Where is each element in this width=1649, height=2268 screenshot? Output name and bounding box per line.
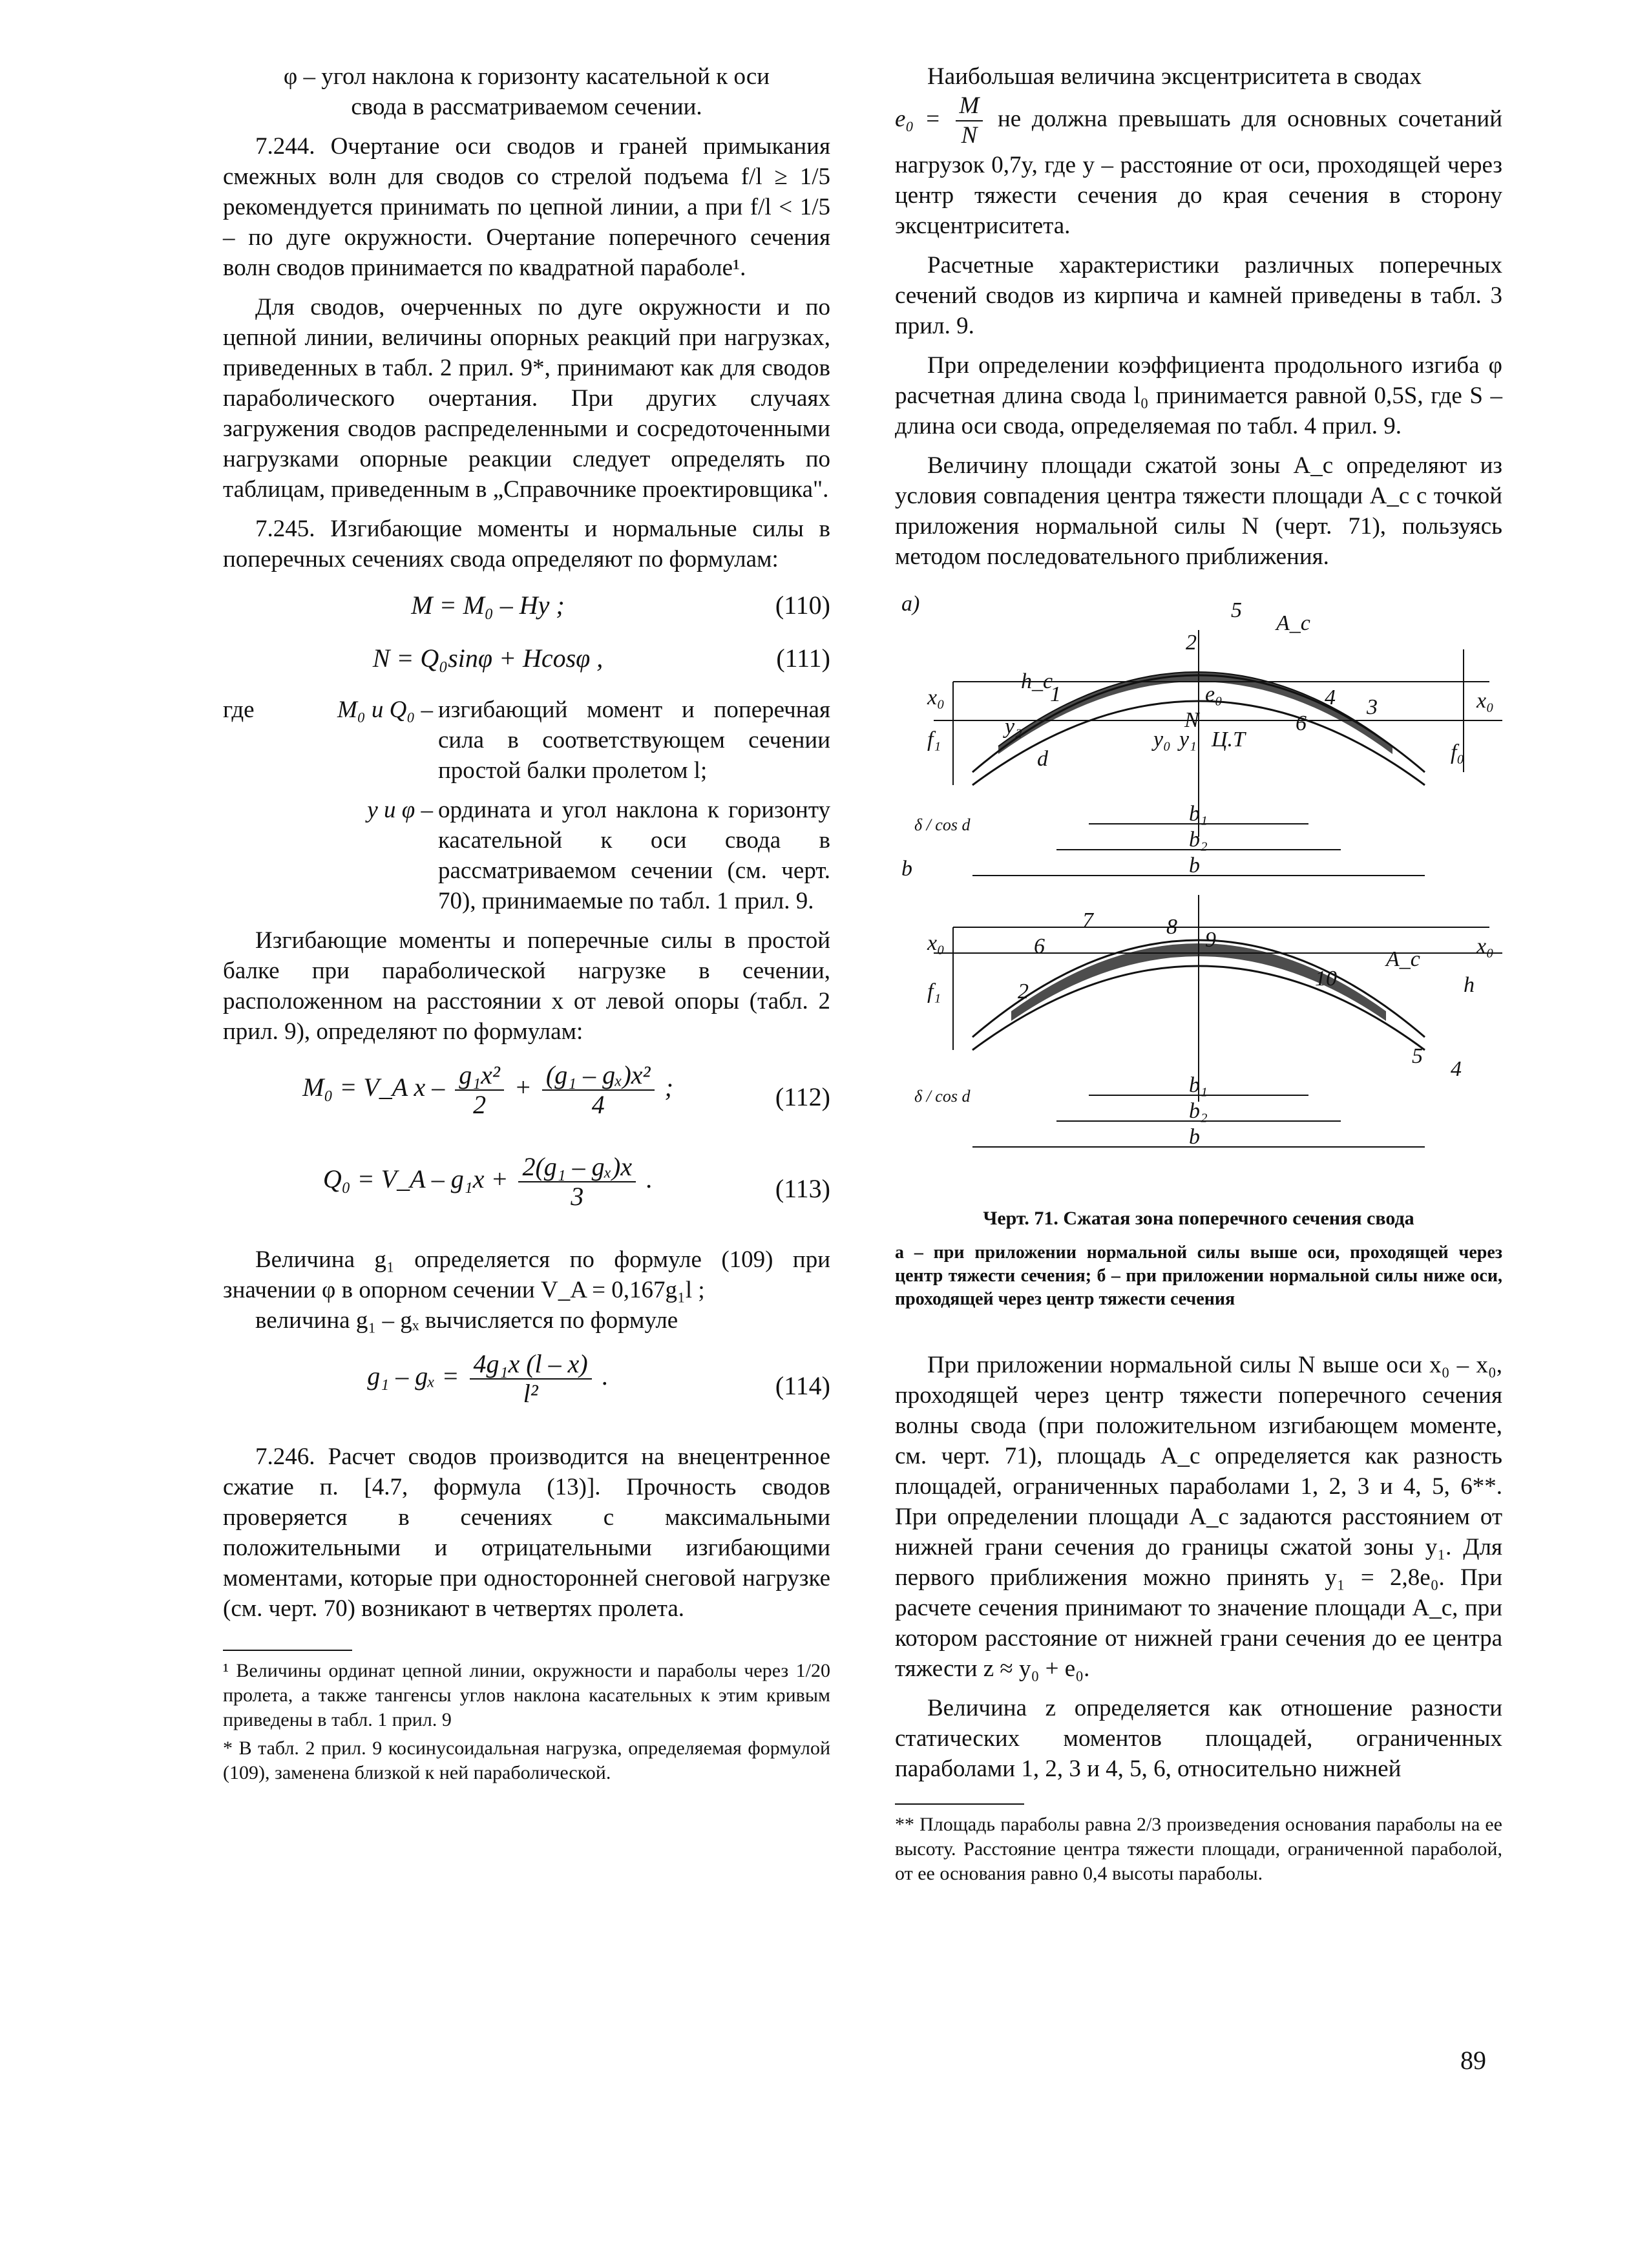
svg-text:e₀: e₀ bbox=[1205, 682, 1223, 706]
page-number: 89 bbox=[1460, 2046, 1486, 2075]
svg-text:y₂: y₂ bbox=[1005, 715, 1022, 739]
svg-text:2: 2 bbox=[1018, 980, 1029, 1003]
svg-text:A_c: A_c bbox=[1276, 611, 1310, 635]
svg-text:f₁: f₁ bbox=[927, 728, 941, 751]
svg-text:7: 7 bbox=[1082, 908, 1093, 932]
paragraph-7-244-cont: Для сводов, очерченных по дуге окружности и по цепной линии, величины опорных реакций при нагрузках, приведенных в табл. 2 прил. 9*, принимают как для сводов параболического очертания. При других случаях загружения сводов распределенными и сосредоточенными нагрузками опорные реакции следует определять по таблицам, приведенным в „Справочнике проектировщика". bbox=[223, 294, 830, 503]
paragraph-coefficient: При определении коэффициента продольного изгиба φ расчетная длина свода l₀ принимается равной 0,5S, где S – длина оси свода, определяемая по табл. 4 прил. 9. bbox=[895, 352, 1502, 439]
svg-text:f₁: f₁ bbox=[927, 980, 941, 1003]
svg-text:5: 5 bbox=[1231, 598, 1242, 622]
paragraph-z: Величина z определяется как отношение разности статических моментов площадей, ограниченных параболами 1, 2, 3 и 4, 5, 6, относительно нижней bbox=[895, 1695, 1502, 1782]
paragraph-eccentricity: Наибольшая величина эксцентриситета в сводах bbox=[927, 63, 1422, 90]
svg-text:6: 6 bbox=[1034, 934, 1045, 958]
intro-definition: φ – угол наклона к горизонту касательной к оси свода в рассматриваемом сечении. bbox=[283, 63, 770, 120]
paragraph-normal-force: При приложении нормальной силы N выше оси x₀ – x₀, проходящей через центр тяжести поперечного сечения волны свода (при положительном изгибающем моменте, см. черт. 71), площадь A_c определяется как разность площадей, ограниченных параболами 1, 2, 3 и 4, 5, 6**. При определении площади A_c задаются расстоянием от нижней грани сечения до границы сжатой зоны y₁. Для первого приближения можно принять y₁ = 2,8e₀. При расчете сечения принимают то значение площади A_c, при котором расстояние от нижней грани сечения до ее центра тяжести z ≈ y₀ + e₀. bbox=[895, 1352, 1502, 1682]
formula-112: M₀ = V_A x – $\frac{\text{g₁x²}}{2}$ + $\frac{\text{(g₁ – gₓ)x²}}{4}$ ; (112) bbox=[302, 1060, 830, 1119]
vault-section-diagram bbox=[895, 591, 1502, 1199]
svg-text:b₂: b₂ bbox=[1189, 1099, 1208, 1123]
footnote-2: * В табл. 2 прил. 9 косинусоидальная нагрузка, определяемая формулой (109), заменена близкой к ней параболической. bbox=[223, 1738, 830, 1783]
svg-text:8: 8 bbox=[1166, 915, 1177, 939]
formula-113: Q₀ = V_A – g₁x + $\frac{\text{2(g₁ – gₓ)x}}{3}$ . (113) bbox=[322, 1152, 830, 1211]
svg-text:3: 3 bbox=[1367, 695, 1378, 719]
svg-text:4: 4 bbox=[1451, 1057, 1462, 1081]
svg-text:Ц.Т: Ц.Т bbox=[1212, 728, 1245, 751]
svg-text:1: 1 bbox=[1050, 682, 1061, 706]
footnote-1: ¹ Величины ординат цепной линии, окружности и параболы через 1/20 пролета, а также тангенсы углов наклона касательных к этим кривым приведены в табл. 1 прил. 9 bbox=[223, 1660, 830, 1730]
paragraph-7-245: 7.245. Изгибающие моменты и нормальные силы в поперечных сечениях свода определяют по формулам: bbox=[223, 516, 830, 572]
formula-111: N = Q₀sinφ + Hcosφ , (111) bbox=[372, 644, 830, 673]
paragraph-bending: Изгибающие моменты и поперечные силы в простой балке при параболической нагрузке в сечении, расположенном на расстоянии x от левой опоры (табл. 2 прил. 9), определяют по формулам: bbox=[223, 927, 830, 1045]
svg-text:5: 5 bbox=[1412, 1044, 1423, 1068]
footnote-rule bbox=[223, 1650, 352, 1651]
paragraph-7-244: 7.244. Очертание оси сводов и граней примыкания смежных волн для сводов со стрелой подъема f/l ≥ 1/5 рекомендуется принимать по цепной линии, а при f/l < 1/5 – по дуге окружности. Очертание поперечного сечения волн сводов принимается по квадратной параболе¹. bbox=[223, 133, 830, 281]
paragraph-characteristics: Расчетные характеристики различных поперечных сечений сводов из кирпича и камней приведены в табл. 3 прил. 9. bbox=[895, 252, 1502, 339]
svg-text:b₂: b₂ bbox=[1189, 828, 1208, 852]
paragraph-eccentricity-formula: e₀ = $\frac{M}{N}$ не должна превышать для основных сочетаний нагрузок 0,7y, где y – расстояние от оси, проходящей через центр тяжести сечения до края сечения в сторону эксцентриситета. bbox=[895, 92, 1503, 239]
svg-text:N: N bbox=[1184, 708, 1199, 732]
svg-text:δ / cos d: δ / cos d bbox=[914, 815, 971, 834]
svg-text:δ / cos d: δ / cos d bbox=[914, 1087, 971, 1106]
svg-text:b₁: b₁ bbox=[1189, 802, 1208, 826]
right-column bbox=[895, 61, 1502, 1890]
svg-text:x₀: x₀ bbox=[1476, 934, 1494, 958]
formula-110: M = M₀ – Hy ; (110) bbox=[411, 591, 830, 620]
figure-71-caption: а – при приложении нормальной силы выше оси, проходящей через центр тяжести сечения; б – при приложении нормальной силы ниже оси, проходящей через центр тяжести сечения bbox=[895, 1243, 1502, 1309]
svg-text:x₀: x₀ bbox=[927, 686, 945, 709]
svg-text:y₁: y₁ bbox=[1179, 728, 1197, 751]
figure-71-diagram bbox=[895, 591, 1502, 1199]
svg-text:2: 2 bbox=[1186, 631, 1197, 655]
svg-text:10: 10 bbox=[1315, 967, 1337, 991]
figure-71-title: Черт. 71. Сжатая зона поперечного сечения свода bbox=[983, 1208, 1414, 1229]
svg-text:f₀: f₀ bbox=[1451, 740, 1465, 764]
where-item-1: где M₀ и Q₀ – изгибающий момент и поперечная сила в соответствующем сечении простой балки пролетом l; bbox=[223, 697, 830, 784]
svg-text:h: h bbox=[1464, 973, 1475, 997]
label-a: а) bbox=[901, 592, 920, 616]
svg-text:x₀: x₀ bbox=[927, 931, 945, 955]
label-b: b bbox=[901, 857, 912, 881]
footnote-rule-right bbox=[895, 1803, 1024, 1805]
svg-text:y₀: y₀ bbox=[1153, 728, 1171, 751]
svg-text:6: 6 bbox=[1296, 711, 1307, 735]
svg-text:x₀: x₀ bbox=[1476, 689, 1494, 713]
formula-114: g₁ – gₓ = $\frac{\text{4g₁x (l – x)}}{\text{l²}}$ . (114) bbox=[367, 1349, 830, 1408]
left-column bbox=[223, 61, 830, 1789]
svg-text:4: 4 bbox=[1325, 686, 1336, 709]
where-item-2: y и φ – ордината и угол наклона к горизонту касательной к оси свода в рассматриваемом сечении (см. черт. 70), принимаемые по табл. 1 прил. 9. bbox=[367, 797, 830, 914]
svg-text:d: d bbox=[1037, 747, 1048, 771]
svg-text:b₁: b₁ bbox=[1189, 1073, 1208, 1097]
svg-text:b: b bbox=[1189, 1125, 1200, 1149]
paragraph-7-246: 7.246. Расчет сводов производится на внецентренное сжатие п. [4.7, формула (13)]. Прочность сводов проверяется в сечениях с максимальными положительными и отрицательными изгибающими моментами, которые при односторонней снеговой нагрузке (см. черт. 70) возникают в четвертях пролета. bbox=[223, 1444, 830, 1622]
footnote-3: ** Площадь параболы равна 2/3 произведения основания параболы на ее высоту. Расстояние центра тяжести площади, ограниченной параболой, от ее основания равно 0,4 высоты параболы. bbox=[895, 1814, 1502, 1884]
paragraph-g1-diff: величина g₁ – gₓ вычисляется по формуле bbox=[255, 1307, 678, 1334]
svg-text:h_c: h_c bbox=[1021, 669, 1053, 693]
paragraph-g1: Величина g₁ определяется по формуле (109) при значении φ в опорном сечении V_A = 0,167g₁l ; bbox=[223, 1246, 830, 1303]
svg-text:b: b bbox=[1189, 854, 1200, 877]
svg-text:A_c: A_c bbox=[1386, 947, 1420, 971]
paragraph-area: Величину площади сжатой зоны A_c определяют из условия совпадения центра тяжести площади A_c с точкой приложения нормальной силы N (черт. 71), пользуясь методом последовательного приближения. bbox=[895, 452, 1502, 570]
svg-text:9: 9 bbox=[1205, 928, 1216, 952]
